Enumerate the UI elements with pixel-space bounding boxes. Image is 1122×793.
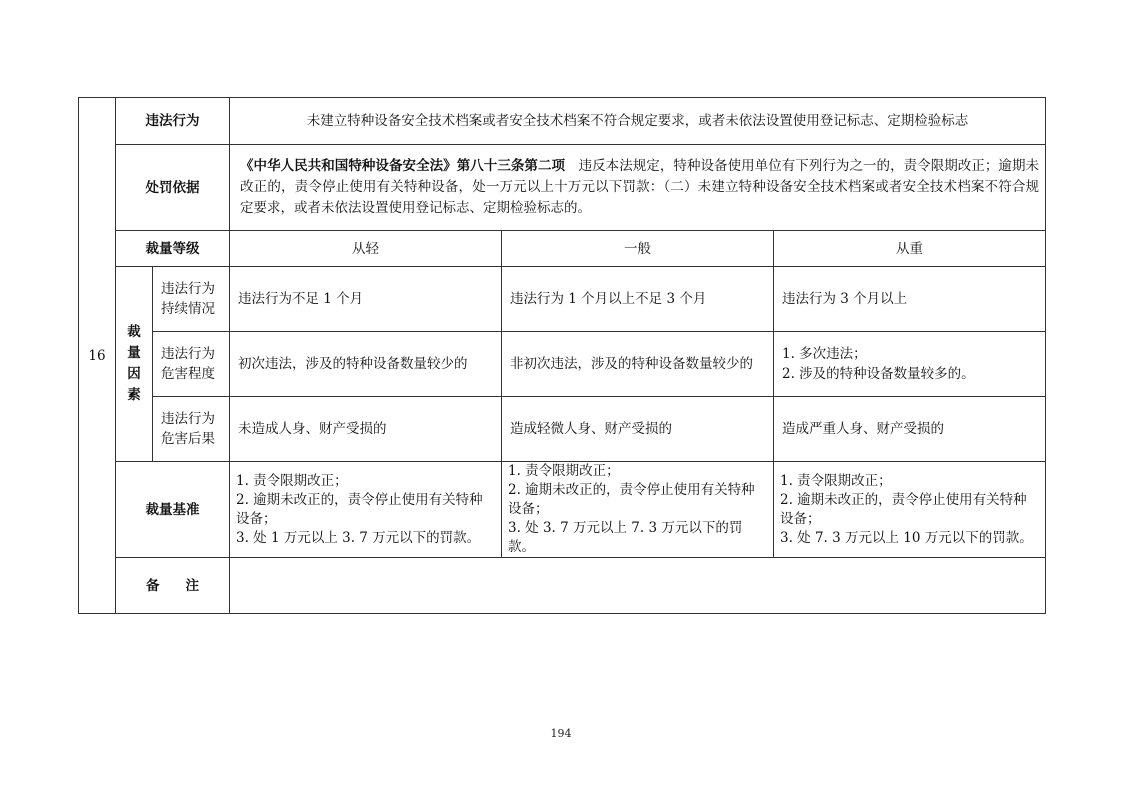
standard-light <box>230 462 502 558</box>
factors-label-char: 因 <box>127 366 141 382</box>
remark-text <box>230 558 1046 614</box>
standard-line: 设备； <box>236 510 277 527</box>
factor-harm-result-row <box>79 397 1046 462</box>
harm-degree-normal: 非初次违法，涉及的特种设备数量较少的 <box>502 332 774 397</box>
level-normal: 一般 <box>502 231 774 267</box>
duration-light: 违法行为不足 1 个月 <box>230 267 502 332</box>
standard-line: 3. 处 3. 7 万元以上 7. 3 万元以下的罚款。 <box>508 520 743 555</box>
violation-row <box>79 98 1046 145</box>
standard-line: 设备； <box>508 501 549 517</box>
level-light: 从轻 <box>230 231 502 267</box>
basis-row <box>79 145 1046 231</box>
standard-row <box>79 462 1046 558</box>
discretion-standard-table <box>78 97 1046 614</box>
harm-result-light: 未造成人身、财产受损的 <box>230 397 502 462</box>
harm-result-label-line: 违法行为 <box>161 411 215 427</box>
standard-label: 裁量基准 <box>116 462 230 558</box>
basis-text: 违反本法规定，特种设备使用单位有下列行为之一的，责令限期改正；逾期未改正的，责令停止使用有关特种设备，处一万元以上十万元以下罚款：（二）未建立特种设备安全技术档案或者安全技术档案不符合规定要求，或者未依法设置使用登记标志、定期检验标志的。 <box>240 158 1040 216</box>
standard-line: 2. 逾期未改正的，责令停止使用有关特种 <box>780 491 1027 508</box>
harm-degree-heavy <box>774 332 1046 397</box>
basis-cell <box>230 145 1046 231</box>
harm-degree-label-line: 危害程度 <box>161 366 215 382</box>
harm-degree-label-line: 违法行为 <box>161 346 215 362</box>
standard-heavy <box>774 462 1046 558</box>
remark-label <box>116 558 230 614</box>
harm-degree-heavy-line: 1. 多次违法； <box>782 346 867 362</box>
standard-line: 设备； <box>780 510 821 527</box>
levels-row <box>79 231 1046 267</box>
harm-result-heavy: 造成严重人身、财产受损的 <box>774 397 1046 462</box>
harm-degree-label <box>153 332 230 397</box>
standard-line: 3. 处 1 万元以上 3. 7 万元以下的罚款。 <box>236 529 481 546</box>
remark-label-char: 注 <box>185 577 199 594</box>
factor-duration-row <box>79 267 1046 332</box>
harm-degree-heavy-line: 2. 涉及的特种设备数量较多的。 <box>782 366 975 382</box>
harm-result-label-line: 危害后果 <box>161 431 215 447</box>
harm-result-label <box>153 397 230 462</box>
factors-label-char: 素 <box>127 387 141 403</box>
basis-label: 处罚依据 <box>116 145 230 231</box>
violation-label: 违法行为 <box>116 98 230 145</box>
duration-label-line: 违法行为 <box>161 281 215 297</box>
factors-label-char: 量 <box>127 345 141 361</box>
row-number: 16 <box>79 98 116 614</box>
duration-label <box>153 267 230 332</box>
duration-heavy: 违法行为 3 个月以上 <box>774 267 1046 332</box>
standard-line: 1. 责令限期改正； <box>236 472 348 489</box>
standard-line: 3. 处 7. 3 万元以上 10 万元以下的罚款。 <box>780 529 1033 546</box>
duration-normal: 违法行为 1 个月以上不足 3 个月 <box>502 267 774 332</box>
levels-label: 裁量等级 <box>116 231 230 267</box>
factor-harm-degree-row <box>79 332 1046 397</box>
harm-result-normal: 造成轻微人身、财产受损的 <box>502 397 774 462</box>
violation-text: 未建立特种设备安全技术档案或者安全技术档案不符合规定要求，或者未依法设置使用登记标志、定期检验标志 <box>230 98 1046 145</box>
basis-law: 《中华人民共和国特种设备安全法》第八十三条第二项 <box>240 158 566 174</box>
remark-row <box>79 558 1046 614</box>
harm-degree-light: 初次违法，涉及的特种设备数量较少的 <box>230 332 502 397</box>
standard-line: 2. 逾期未改正的，责令停止使用有关特种 <box>236 491 483 508</box>
standard-normal <box>502 462 774 558</box>
standard-line: 1. 责令限期改正； <box>780 472 892 489</box>
remark-label-char: 备 <box>146 577 160 594</box>
standard-line: 2. 逾期未改正的，责令停止使用有关特种 <box>508 482 755 498</box>
factors-label-char: 裁 <box>127 324 141 340</box>
standard-line: 1. 责令限期改正； <box>508 463 620 479</box>
page-number: 194 <box>550 727 572 740</box>
level-heavy: 从重 <box>774 231 1046 267</box>
factors-label <box>116 267 153 462</box>
duration-label-line: 持续情况 <box>161 301 215 317</box>
